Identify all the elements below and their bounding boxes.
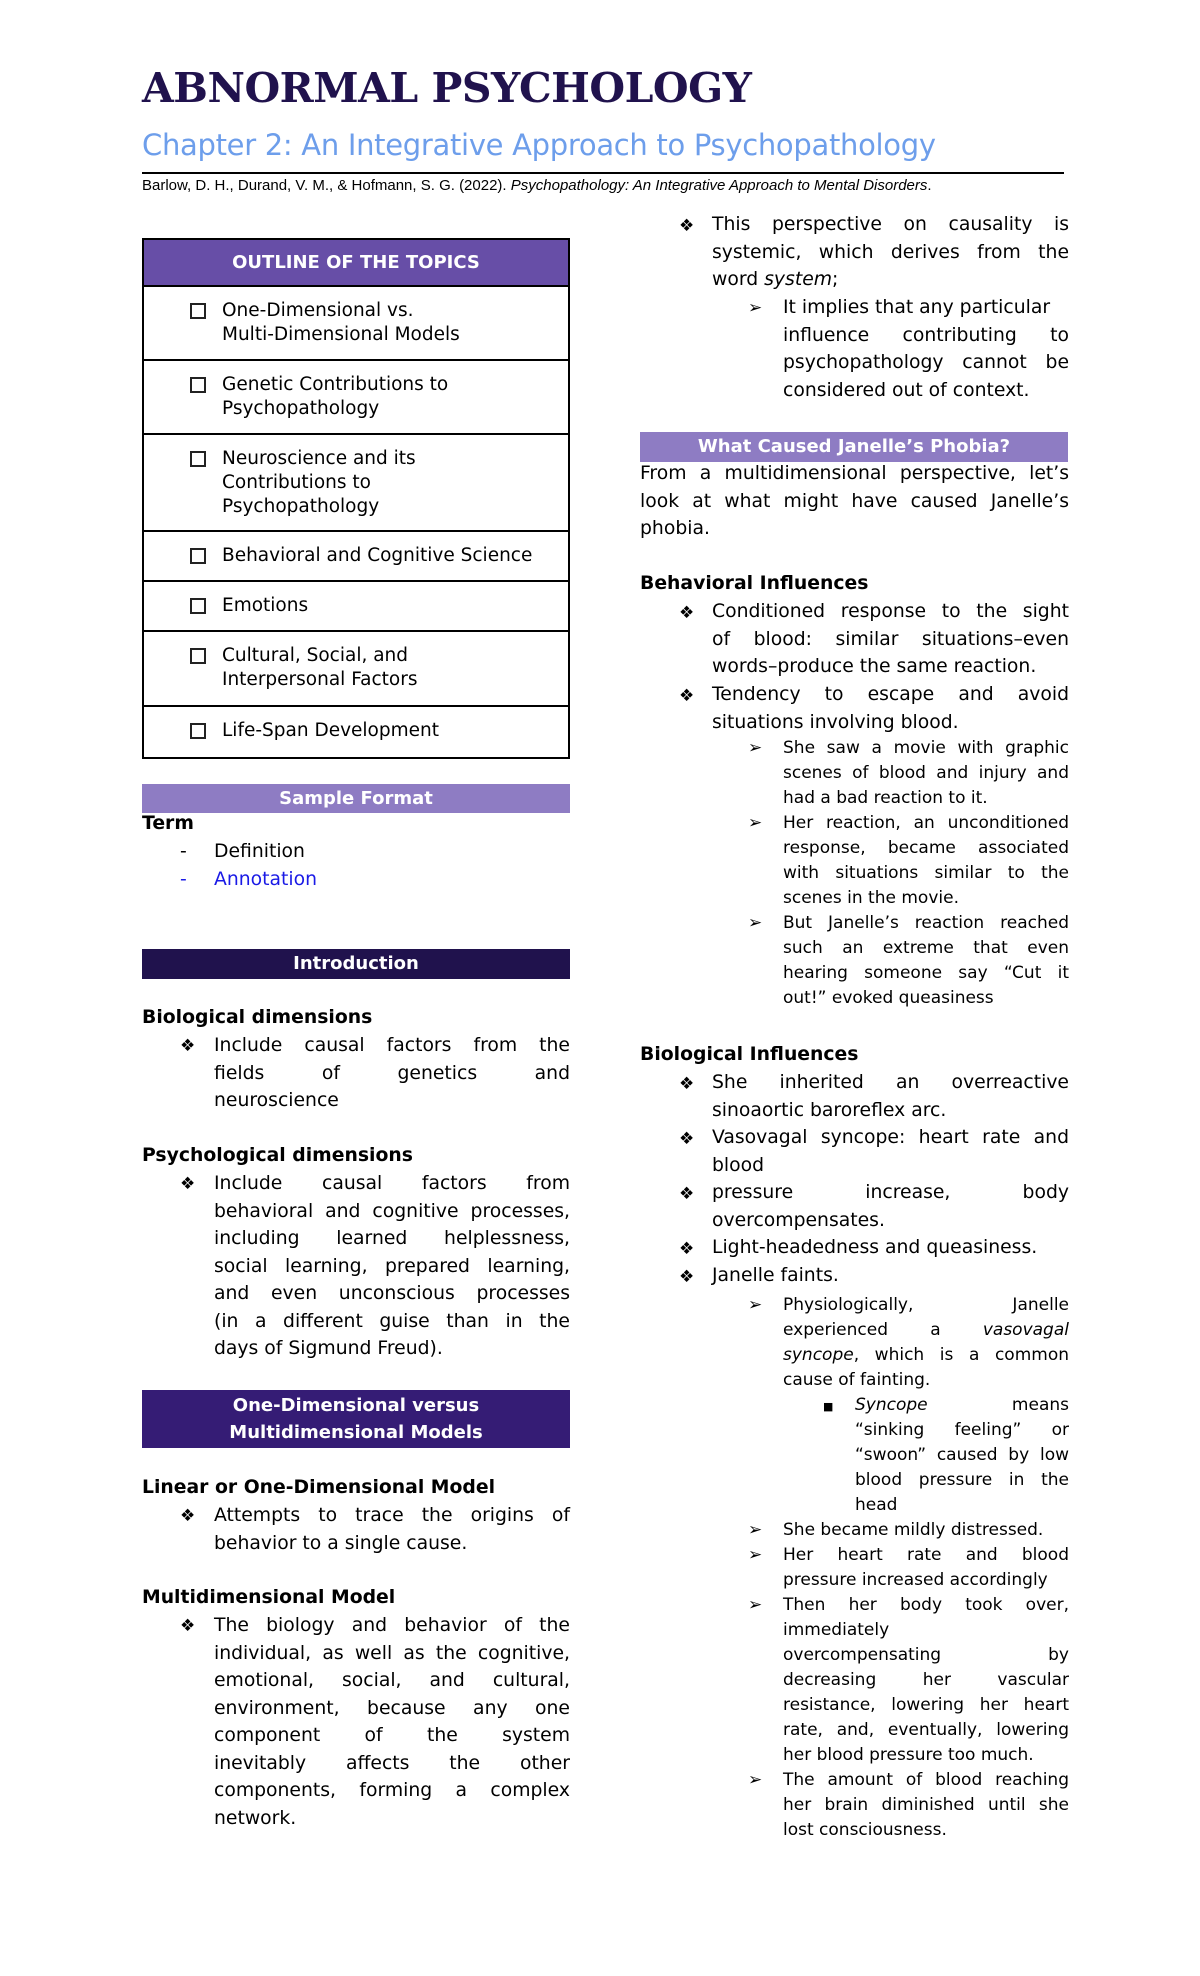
behavioral-sub-3: But Janelle’s reaction reached such an extreme that even hearing someone say “Cut it out!” evoked queasiness: [783, 913, 1069, 1008]
biological-influences-title: Biological Influences: [640, 1044, 859, 1065]
checkbox-icon[interactable]: [190, 598, 206, 614]
psychological-dimensions-text: Include causal factors from behavioral and cognitive processes, including learned helplessness, social learning, prepared learning, and even unconscious processes (in a different guise than in the days of Sigmund Freud).: [214, 1173, 570, 1359]
chapter-title: Chapter 2: An Integrative Approach to Psychopathology: [142, 128, 936, 162]
biological-bullet-2: Vasovagal syncope: heart rate and blood: [712, 1127, 1069, 1176]
diamond-bullet-icon: ❖: [180, 1036, 196, 1056]
biological-bullet-4: Light-headedness and queasiness.: [712, 1237, 1038, 1258]
behavioral-bullet-1: Conditioned response to the sight of blood: similar situations–even words–produce the same reaction.: [712, 601, 1069, 677]
biological-sub-3: Her heart rate and blood pressure increased accordingly: [783, 1545, 1069, 1590]
checkbox-icon[interactable]: [190, 377, 206, 393]
models-heading: One-Dimensional versus Multidimensional Models: [142, 1390, 570, 1448]
citation-authors: Barlow, D. H., Durand, V. M., & Hofmann, S. G. (2022).: [142, 177, 507, 194]
arrow-bullet-icon: ➢: [748, 298, 763, 318]
diamond-bullet-icon: ❖: [679, 603, 695, 623]
diamond-bullet-icon: ❖: [679, 686, 695, 706]
biological-dimensions-title: Biological dimensions: [142, 1007, 373, 1028]
arrow-bullet-icon: ➢: [748, 1595, 763, 1615]
diamond-bullet-icon: ❖: [679, 1129, 695, 1149]
diamond-bullet-icon: ❖: [679, 1184, 695, 1204]
outline-item: Genetic Contributions to Psychopathology: [144, 361, 568, 435]
introduction-heading: Introduction: [142, 949, 570, 979]
outline-item: Emotions: [144, 582, 568, 632]
sample-annotation: Annotation: [214, 869, 317, 890]
outline-item: Cultural, Social, and Interpersonal Factors: [144, 632, 568, 707]
systemic-context-text: It implies that any particular influence contributing to psychopathology cannot be considered out of context.: [783, 297, 1069, 401]
sample-term: Term: [142, 813, 194, 834]
janelle-intro-text: From a multidimensional perspective, let’s look at what might have caused Janelle’s phobia.: [640, 463, 1069, 539]
checkbox-icon[interactable]: [190, 451, 206, 467]
diamond-bullet-icon: ❖: [180, 1174, 196, 1194]
systemic-perspective-text: This perspective on causality is systemic, which derives from the word system;: [712, 214, 1069, 290]
outline-item: Behavioral and Cognitive Science: [144, 532, 568, 582]
biological-sub-4: Then her body took over, immediately overcompensating by decreasing her vascular resistance, lowering her heart rate, and, eventually, lowering her blood pressure too much.: [783, 1595, 1069, 1765]
checkbox-icon[interactable]: [190, 648, 206, 664]
dash-bullet: -: [180, 869, 187, 890]
behavioral-influences-title: Behavioral Influences: [640, 573, 869, 594]
checkbox-icon[interactable]: [190, 303, 206, 319]
psychological-dimensions-title: Psychological dimensions: [142, 1145, 413, 1166]
checkbox-icon[interactable]: [190, 548, 206, 564]
arrow-bullet-icon: ➢: [748, 1295, 763, 1315]
outline-table: [142, 238, 570, 759]
biological-sub-5: The amount of blood reaching her brain diminished until she lost consciousness.: [783, 1770, 1069, 1840]
citation: Barlow, D. H., Durand, V. M., & Hofmann, S. G. (2022). Psychopathology: An Integrative Approach to Mental Disorders.: [142, 177, 932, 194]
outline-item: One-Dimensional vs. Multi-Dimensional Models: [144, 287, 568, 361]
biological-bullet-1: She inherited an overreactive sinoaortic baroreflex arc.: [712, 1072, 1069, 1121]
arrow-bullet-icon: ➢: [748, 1545, 763, 1565]
arrow-bullet-icon: ➢: [748, 913, 763, 933]
sample-definition: Definition: [214, 841, 305, 862]
biological-bullet-5: Janelle faints.: [712, 1265, 839, 1286]
diamond-bullet-icon: ❖: [180, 1506, 196, 1526]
arrow-bullet-icon: ➢: [748, 1520, 763, 1540]
behavioral-sub-2: Her reaction, an unconditioned response, became associated with situations similar to the scenes in the movie.: [783, 813, 1069, 908]
multidimensional-model-text: The biology and behavior of the individual, as well as the cognitive, emotional, social, and cultural, environment, because any one component of the system inevitably affects the other components, forming a complex network.: [214, 1615, 570, 1829]
square-bullet-icon: ■: [823, 1400, 834, 1413]
diamond-bullet-icon: ❖: [679, 1267, 695, 1287]
arrow-bullet-icon: ➢: [748, 813, 763, 833]
citation-title: Psychopathology: An Integrative Approach to Mental Disorders: [510, 177, 928, 194]
janelle-phobia-heading: What Caused Janelle’s Phobia?: [640, 432, 1068, 462]
behavioral-sub-1: She saw a movie with graphic scenes of blood and injury and had a bad reaction to it.: [783, 738, 1069, 808]
diamond-bullet-icon: ❖: [180, 1616, 196, 1636]
arrow-bullet-icon: ➢: [748, 738, 763, 758]
diamond-bullet-icon: ❖: [679, 1074, 695, 1094]
checkbox-icon[interactable]: [190, 723, 206, 739]
outline-heading: OUTLINE OF THE TOPICS: [144, 240, 568, 287]
biological-sub-2: She became mildly distressed.: [783, 1520, 1044, 1540]
biological-bullet-3: pressure increase, body overcompensates.: [712, 1182, 1069, 1231]
sample-format-heading: Sample Format: [142, 784, 570, 813]
linear-model-text: Attempts to trace the origins of behavior to a single cause.: [214, 1505, 570, 1554]
biological-sub-1: Physiologically, Janelle experienced a vasovagal syncope, which is a common cause of fainting.: [783, 1295, 1069, 1390]
linear-model-title: Linear or One-Dimensional Model: [142, 1477, 496, 1498]
arrow-bullet-icon: ➢: [748, 1770, 763, 1790]
diamond-bullet-icon: ❖: [679, 216, 695, 236]
header-divider: [142, 172, 1064, 174]
document-title: ABNORMAL PSYCHOLOGY: [142, 64, 752, 112]
multidimensional-model-title: Multidimensional Model: [142, 1587, 396, 1608]
dash-bullet: -: [180, 841, 187, 862]
behavioral-bullet-2: Tendency to escape and avoid situations involving blood.: [712, 684, 1069, 733]
outline-item: Life-Span Development: [144, 707, 568, 757]
syncope-definition: Syncope means “sinking feeling” or “swoon” caused by low blood pressure in the head: [855, 1395, 1069, 1515]
outline-item: Neuroscience and its Contributions to Psychopathology: [144, 435, 568, 532]
diamond-bullet-icon: ❖: [679, 1239, 695, 1259]
biological-dimensions-text: Include causal factors from the fields of genetics and neuroscience: [214, 1035, 570, 1111]
